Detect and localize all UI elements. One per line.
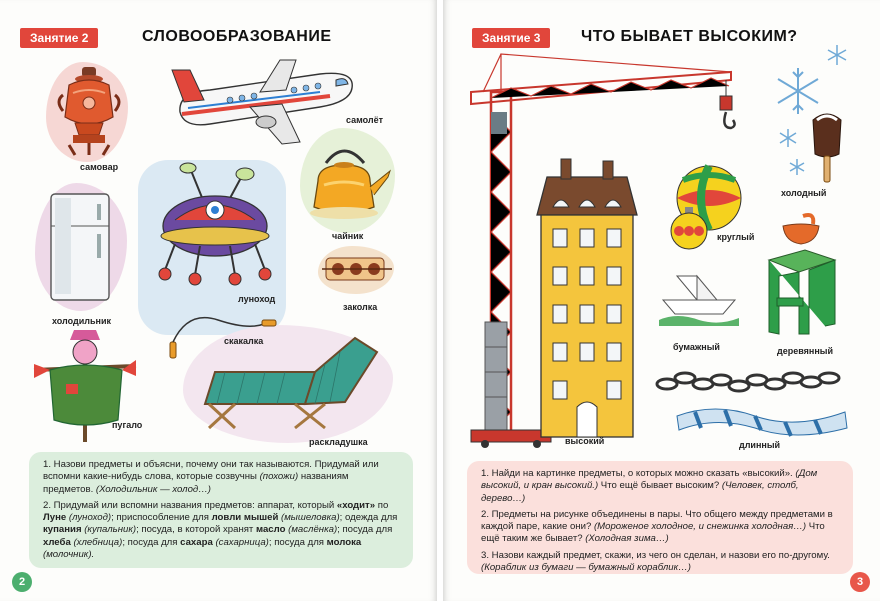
scarf-illustration: [675, 398, 851, 438]
caption-zakolka: заколка: [343, 302, 378, 312]
left-page: [0, 0, 437, 601]
wooden-stool-illustration: [761, 212, 841, 340]
hairclip-illustration: [320, 252, 395, 286]
lesson-3-tasks: [467, 461, 853, 574]
kettle-illustration: [304, 135, 392, 225]
chain-illustration: [655, 366, 851, 396]
caption-raskladushka: раскладушка: [309, 437, 368, 447]
caption-bumazhny: бумажный: [673, 342, 720, 352]
caption-dlinny: длинный: [739, 440, 781, 450]
lesson-2-label: Занятие 2: [20, 28, 98, 48]
airplane-illustration: [170, 52, 360, 147]
samovar-illustration: [55, 65, 125, 160]
folding-cot-illustration: [195, 332, 385, 432]
lesson-2-tasks: [29, 452, 413, 568]
lesson-3-task-2: 2. Предметы на рисунке объединены в пары. Что общего между предметами в каждой паре, какие они? (Мороженое холодное, и снежинка холодная…) Что ещё таким же бывает? (Холодная зима…): [481, 508, 833, 545]
lesson-3-task-1: 1. Найди на картинке предметы, о которых можно сказать «высокий». (Дом высокий, и кран высокий.) Что ещё бывает высоким? (Человек, столб, дерево…): [481, 468, 818, 504]
caption-pugalo: пугало: [112, 420, 143, 430]
snowflake-tiny-2-icon: [788, 158, 806, 176]
lesson-2-task-1: 1. Назови предметы и объясни, почему они так называются. Придумай или вспомни какие-нибудь слова, которые созвучны (похожи) названиям предметов. (Холодильник — холод…): [43, 459, 379, 495]
snowflake-small-icon: [826, 44, 848, 66]
lesson-3-task-3: 3. Назови каждый предмет, скажи, из чего он сделан, и назови его по-другому. (Кораблик из бумаги — бумажный кораблик…): [481, 549, 830, 574]
page-number-left: 2: [12, 572, 32, 592]
lesson-3-label: Занятие 3: [472, 28, 550, 48]
tall-house-illustration: [533, 155, 641, 440]
ice-cream-illustration: [807, 110, 847, 184]
caption-samovar: самовар: [80, 162, 119, 172]
caption-lunokhod: луноход: [238, 294, 276, 304]
lesson-2-task-2: 2. Придумай или вспомни названия предметов: аппарат, который «ходит» по Луне (луноход); приспособление для ловли мышей (мышеловка); одежда для купания (купальник); посуда, в которой хранят масло (маслёнка); посуда для хлеба (хлебница); посуда для сахара (сахарница); посуда для молока (молочник).: [43, 499, 398, 561]
caption-samolet: самолёт: [346, 115, 384, 125]
lesson-2-title: СЛОВООБРАЗОВАНИЕ: [142, 28, 332, 45]
fridge-illustration: [43, 190, 118, 308]
ornament-illustration: [665, 205, 713, 253]
right-page: [443, 0, 880, 601]
caption-chainik: чайник: [332, 231, 364, 241]
caption-holodilnik: холодильник: [52, 316, 112, 326]
paper-boat-illustration: [657, 270, 741, 328]
snowflake-tiny-icon: [778, 128, 798, 148]
page-number-right: 3: [850, 572, 870, 592]
caption-holodny: холодный: [781, 188, 827, 198]
caption-krugly: круглый: [717, 232, 755, 242]
lunokhod-illustration: [145, 160, 285, 300]
caption-vysoky: высокий: [565, 436, 605, 446]
caption-derevyanny: деревянный: [777, 346, 833, 356]
lesson-3-title: ЧТО БЫВАЕТ ВЫСОКИМ?: [581, 28, 798, 45]
caption-skakalka: скакалка: [224, 336, 264, 346]
snowflake-large-icon: [773, 66, 823, 116]
